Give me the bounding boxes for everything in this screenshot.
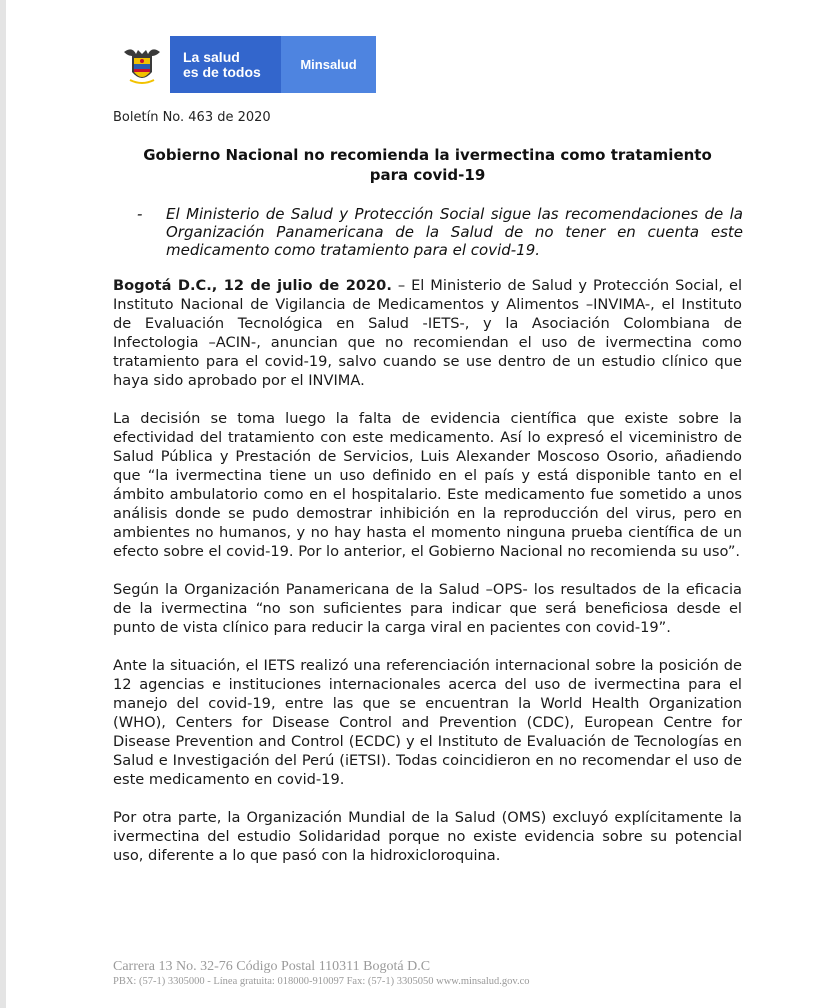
article-body bbox=[113, 276, 742, 884]
paragraph-4: Ante la situación, el IETS realizó una referenciación internacional sobre la posición de 12 agencias e instituciones internacionales acerca del uso de ivermectina para el manejo del covid-19, entre las que se encuentran la World Health Organization (WHO), Centers for Disease Control and Prevention (CDC), European Centre for Disease Prevention and Control (ECDC) y el Instituto de Evaluación de Tecnologías en Salud e Investigación del Perú (iETSI). Todas coincidieron en no recomendar el uso de este medicamento en covid-19. bbox=[113, 657, 742, 788]
title-line-2: para covid-19 bbox=[369, 166, 486, 184]
minsalud-logo bbox=[114, 36, 376, 93]
summary-text: El Ministerio de Salud y Protección Social sigue las recomendaciones de la Organización Panamericana de la Salud de no tener en cuenta este medicamento como tratamiento para el covid-19. bbox=[166, 205, 743, 259]
logo-tagline bbox=[170, 36, 281, 93]
footer-contact: PBX: (57-1) 3305000 - Línea gratuita: 018000-910097 Fax: (57-1) 3305050 www.minsalud.gov.co bbox=[113, 976, 530, 987]
page-title bbox=[113, 145, 742, 185]
page-footer bbox=[113, 958, 753, 989]
bulletin-number: Boletín No. 463 de 2020 bbox=[113, 110, 271, 125]
logo-tagline-line2: es de todos bbox=[183, 63, 261, 80]
paragraph-1-text: – El Ministerio de Salud y Protección Social, el Instituto Nacional de Vigilancia de Medicamentos y Alimentos –INVIMA-, el Instituto de Evaluación Tecnológica en Salud -IETS-, y la Asociación Colombiana de Infectologia –ACIN-, anuncian que no recomiendan el uso de ivermectina como tratamiento para el covid-19, salvo cuando se use dentro de un estudio clínico que haya sido aprobado por el INVIMA. bbox=[113, 277, 743, 389]
paragraph-3: Según la Organización Panamericana de la Salud –OPS- los resultados de la eficacia de la ivermectina “no son suficientes para indicar que será beneficiosa desde el punto de vista clínico para reducir la carga viral en pacientes con covid-19”. bbox=[113, 581, 742, 636]
footer-address: Carrera 13 No. 32-76 Código Postal 110311 Bogotá D.C bbox=[113, 959, 431, 974]
title-line-1: Gobierno Nacional no recomienda la ivermectina como tratamiento bbox=[143, 146, 712, 164]
logo-tagline-line1: La salud bbox=[183, 48, 240, 65]
paragraph-5: Por otra parte, la Organización Mundial de la Salud (OMS) excluyó explícitamente la ivermectina del estudio Solidaridad porque no existe evidencia sobre su potencial uso, diferente a lo que pasó con la hidroxicloroquina. bbox=[113, 809, 742, 864]
coat-of-arms-icon bbox=[114, 36, 170, 93]
dateline: Bogotá D.C., 12 de julio de 2020. bbox=[113, 277, 392, 294]
summary-bullet bbox=[137, 205, 743, 259]
bullet-dash: - bbox=[137, 205, 143, 223]
paragraph-1 bbox=[113, 276, 742, 390]
logo-brand: Minsalud bbox=[281, 36, 376, 93]
paragraph-2: La decisión se toma luego la falta de evidencia científica que existe sobre la efectividad del tratamiento con este medicamento. Así lo expresó el viceministro de Salud Pública y Prestación de Servicios, Luis Alexander Moscoso Osorio, añadiendo que “la ivermectina tiene un uso definido en el país y está disponible tanto en el ámbito ambulatorio como en el hospitalario. Este medicamento fue sometido a unos análisis donde se pudo demostrar inhibición en la reproducción del virus, pero en ambientes no humanos, y no hay hasta el momento ninguna prueba científica de un efecto sobre el covid-19. Por lo anterior, el Gobierno Nacional no recomienda su uso”. bbox=[113, 410, 742, 560]
